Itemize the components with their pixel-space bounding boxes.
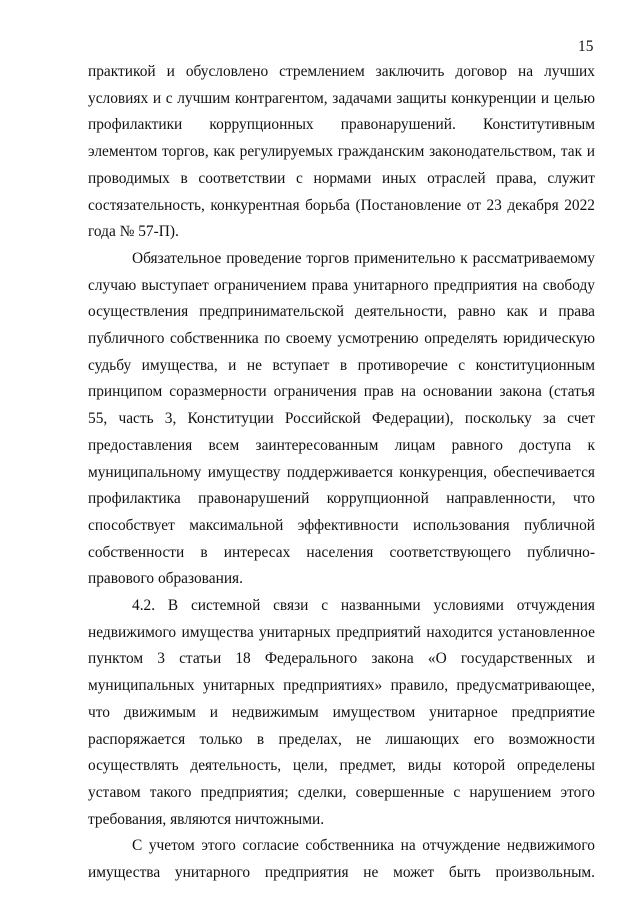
page-number: 15 xyxy=(578,38,594,55)
document-body xyxy=(88,59,595,887)
paragraph-continuation: практикой и обусловлено стремлением заключить договор на лучших условиях и с лучшим контрагентом, задачами защиты конкуренции и целью профилактики коррупционных правонарушений. Конститутивным элементом торгов, как регулируемых гражданским законодательством, так и проводимых в соответствии с нормами иных отраслей права, служит состязательность, конкурентная борьба (Постановление от 23 декабря 2022 года № 57-П). xyxy=(88,63,595,241)
paragraph-mandatory-auction: Обязательное проведение торгов применительно к рассматриваемому случаю выступает ограничением права унитарного предприятия на свободу осуществления предпринимательской деятельности, равно как и права публичного собственника по своему усмотрению определять юридическую судьбу имущества, и не вступает в противоречие с конституционным принципом соразмерности ограничения прав на основании закона (статья 55, часть 3, Конституции Российской Федерации), поскольку за счет предоставления всем заинтересованным лицам равного доступа к муниципальному имуществу поддерживается конкуренция, обеспечивается профилактика правонарушений коррупционной направленности, что способствует максимальной эффективности использования публичной собственности в интересах населения соответствующего публично-правового образования. xyxy=(88,249,595,588)
paragraph-owner-consent: С учетом этого согласие собственника на отчуждение недвижимого имущества унитарного предприятия не может быть произвольным. xyxy=(88,837,595,882)
paragraph-section-4-2: 4.2. В системной связи с названными условиями отчуждения недвижимого имущества унитарных предприятий находится установленное пунктом 3 статьи 18 Федерального закона «О государственных и муниципальных унитарных предприятиях» правило, предусматривающее, что движимым и недвижимым имуществом унитарное предприятие распоряжается только в пределах, не лишающих его возможности осуществлять деятельность, цели, предмет, виды которой определены уставом такого предприятия; сделки, совершенные с нарушением этого требования, являются ничтожными. xyxy=(88,597,595,828)
